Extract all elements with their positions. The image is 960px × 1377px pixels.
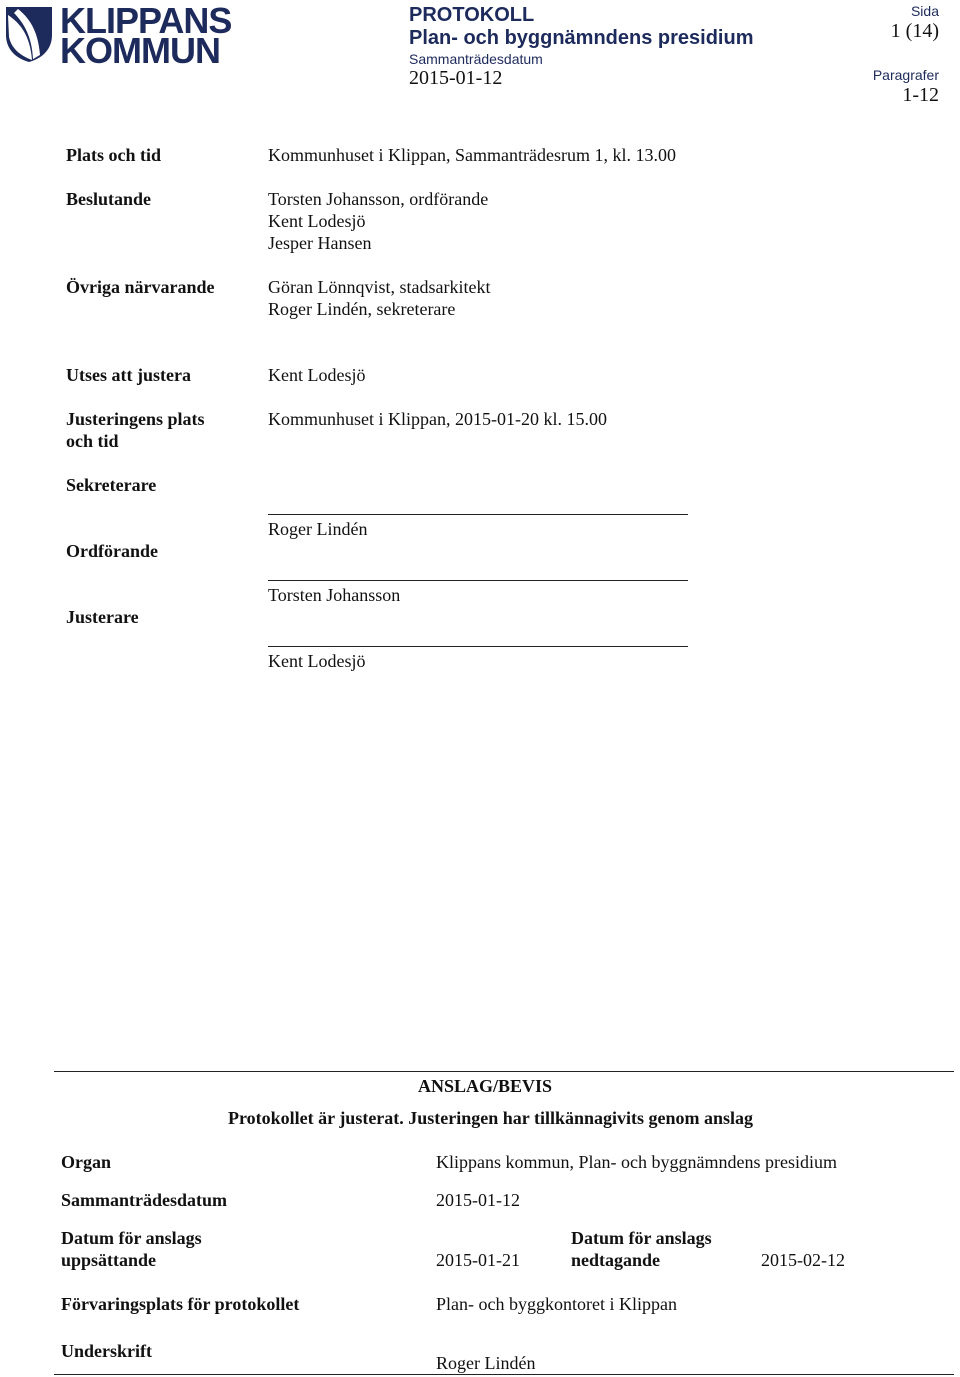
secretary-label: Sekreterare bbox=[66, 475, 157, 495]
adjust-place-label: Justeringens plats bbox=[66, 409, 205, 429]
organ-value: Klippans kommun, Plan- och byggnämndens presidium bbox=[436, 1152, 837, 1172]
committee-title: Plan- och byggnämndens presidium bbox=[409, 27, 754, 49]
signature-line bbox=[268, 580, 688, 581]
deciding-member: Jesper Hansen bbox=[268, 233, 372, 253]
logo-line-2: KOMMUN bbox=[60, 30, 220, 71]
meeting-date: 2015-01-12 bbox=[409, 67, 503, 89]
removed-date: 2015-02-12 bbox=[761, 1250, 845, 1270]
signature-line bbox=[268, 646, 688, 647]
deciding-member: Torsten Johansson, ordförande bbox=[268, 189, 489, 209]
meeting-date-label: Sammanträdesdatum bbox=[409, 51, 543, 67]
paragraphs-range: 1-12 bbox=[902, 84, 939, 106]
other-attendee: Göran Lönnqvist, stadsarkitekt bbox=[268, 277, 491, 297]
removed-label: Datum för anslags bbox=[571, 1228, 712, 1248]
secretary-name: Roger Lindén bbox=[268, 519, 368, 539]
adjust-place-label-cont: och tid bbox=[66, 431, 119, 451]
chair-name: Torsten Johansson bbox=[268, 585, 401, 605]
adjuster-sign-label: Justerare bbox=[66, 607, 139, 627]
posted-date: 2015-01-21 bbox=[436, 1250, 520, 1270]
doc-type: PROTOKOLL bbox=[409, 4, 535, 26]
logo-line-1: KLIPPANS bbox=[60, 0, 232, 41]
signature-line bbox=[268, 514, 688, 515]
posted-label-cont: uppsättande bbox=[61, 1250, 157, 1270]
posted-label: Datum för anslags bbox=[61, 1228, 202, 1248]
others-label: Övriga närvarande bbox=[66, 277, 215, 297]
notice-bottom-rule bbox=[54, 1374, 954, 1375]
deciding-member: Kent Lodesjö bbox=[268, 211, 366, 231]
paragraphs-label: Paragrafer bbox=[872, 67, 939, 83]
adjuster-label: Utses att justera bbox=[66, 365, 191, 385]
place-value: Kommunhuset i Klippan, Sammanträdesrum 1, kl. 13.00 bbox=[268, 145, 676, 165]
page-label: Sida bbox=[910, 3, 939, 19]
organ-label: Organ bbox=[61, 1152, 112, 1172]
removed-label-cont: nedtagande bbox=[571, 1250, 661, 1270]
signature-label: Underskrift bbox=[61, 1341, 152, 1361]
deciding-label: Beslutande bbox=[66, 189, 152, 209]
notice-statement: Protokollet är justerat. Justeringen har tillkännagivits genom anslag bbox=[228, 1108, 754, 1128]
adjust-place-value: Kommunhuset i Klippan, 2015-01-20 kl. 15.00 bbox=[268, 409, 607, 429]
notice-top-rule bbox=[54, 1071, 954, 1072]
notice-meeting-date-label: Sammanträdesdatum bbox=[61, 1190, 228, 1210]
klippan-coat-of-arms-icon bbox=[4, 5, 54, 63]
signature-name: Roger Lindén bbox=[436, 1353, 536, 1373]
page-number: 1 (14) bbox=[890, 20, 939, 42]
adjuster-value: Kent Lodesjö bbox=[268, 365, 366, 385]
storage-value: Plan- och byggkontoret i Klippan bbox=[436, 1294, 677, 1314]
place-label: Plats och tid bbox=[66, 145, 162, 165]
notice-title: ANSLAG/BEVIS bbox=[418, 1076, 553, 1096]
chair-label: Ordförande bbox=[66, 541, 158, 561]
storage-label: Förvaringsplats för protokollet bbox=[61, 1294, 300, 1314]
notice-meeting-date: 2015-01-12 bbox=[436, 1190, 520, 1210]
adjuster-name: Kent Lodesjö bbox=[268, 651, 366, 671]
other-attendee: Roger Lindén, sekreterare bbox=[268, 299, 456, 319]
